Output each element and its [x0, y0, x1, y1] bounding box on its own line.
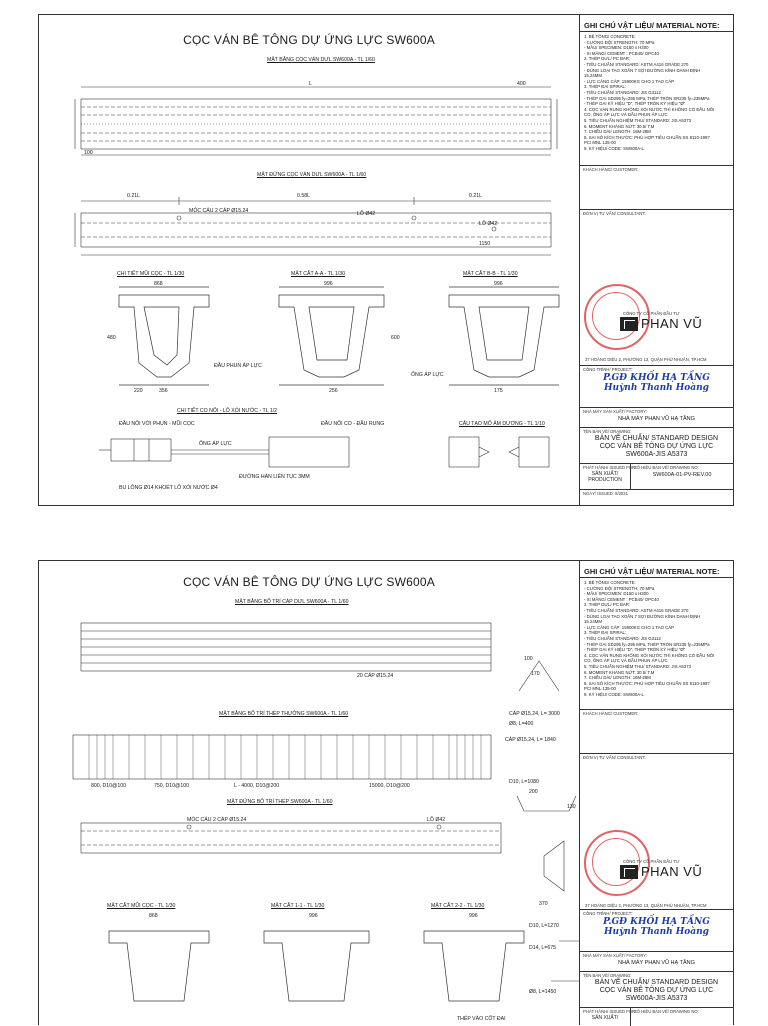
tip-section-2-shape	[109, 931, 209, 1001]
note-line: - LỰC CĂNG CÁP: 15900KG CHO 1 TAO CÁP	[584, 624, 674, 630]
logo-text: PHAN VŨ	[641, 864, 703, 879]
note-line: - MẪU/ SPECIMEN: D150 x H300	[584, 591, 649, 597]
company-address: 37 HOÀNG DIỆU 2, PHƯỜNG 13, QUẬN PHÚ NHUẬN, TP.HCM	[585, 357, 707, 362]
hole-label-3: LỖ Ø42	[427, 817, 446, 823]
material-note-header-2: GHI CHÚ VẬT LIỆU/ MATERIAL NOTE:	[580, 561, 733, 578]
strand-label: 20 CÁP Ø15.24	[357, 673, 394, 679]
note-line: 1. BÊ TÔNG/ CONCRETE:	[584, 580, 636, 585]
drawing-number-cell	[631, 1008, 733, 1026]
lifting-hook-label: MÓC CẨU 2 CÁP Ø15.24	[189, 208, 249, 214]
factory-label: NHÀ MÁY SẢN XUẤT/ FACTORY:	[583, 953, 647, 958]
drawing-number-label: SỐ HIỆU BẢN VẼ/ DRAWING NO:	[634, 465, 699, 470]
customer-label: KHÁCH HÀNG/ CUSTOMER:	[583, 711, 639, 716]
drawing-title-line-1: BẢN VẼ CHUẨN/ STANDARD DESIGN	[594, 435, 719, 442]
project-label: CÔNG TRÌNH/ PROJECT:	[583, 911, 633, 916]
stirrup-label-1: Ø8, L=400	[509, 721, 534, 727]
drawing-title-line-2: CỌC VÁN BÊ TÔNG DỰ ỨNG LỰC	[599, 443, 714, 450]
note-line: 9. KÝ HIỆU/ CODE: SW600A-L	[584, 691, 644, 697]
drawing-sheet-1	[38, 14, 734, 506]
dim-370: 370	[539, 901, 548, 907]
note-line: - THÉP GAI SD295 fy=295 MPa, THÉP TRÒN SR235 fy=235MPa	[584, 641, 710, 647]
drawing-title-line-1: BẢN VẼ CHUẨN/ STANDARD DESIGN	[594, 979, 719, 986]
jet-pipe-label: ỐNG ÁP LỰC	[411, 372, 444, 378]
note-line: 5. TIÊU CHUẨN NGHIỆM THU/ STANDARD: JIS A5373	[584, 117, 691, 123]
note-line: 8. SAI SỐ KÍCH THƯỚC: PHÙ HỢP TIÊU CHUẨN SS 8110-1997	[584, 680, 710, 686]
dim-1150: 1150	[479, 241, 491, 247]
material-note-header: GHI CHÚ VẬT LIỆU/ MATERIAL NOTE:	[580, 15, 733, 32]
note-line: - THÉP GAI SD295 fy=295 MPa, THÉP TRÒN SR235 fy=235MPa	[584, 95, 710, 101]
customer-box	[580, 165, 733, 210]
dim-100: 100	[84, 150, 93, 156]
dim-996-d: 996	[469, 913, 478, 919]
tip-section-label-2: MẶT CẮT MŨI CỌC - TL 1/30	[107, 903, 176, 909]
note-line: - TIÊU CHUẨN/ STANDARD: ASTM A416 GRADE 270	[584, 607, 689, 613]
note-line: 8. SAI SỐ KÍCH THƯỚC: PHÙ HỢP TIÊU CHUẨN SS 8110-1997	[584, 134, 710, 140]
dim-996: 996	[324, 281, 333, 287]
drawing-label: TÊN BẢN VẼ/ DRAWING:	[583, 429, 632, 434]
company-address: 37 HOÀNG DIỆU 2, PHƯỜNG 13, QUẬN PHÚ NHUẬN, TP.HCM	[585, 903, 707, 908]
info-panel-1	[580, 15, 733, 505]
signatory-name: Huỳnh Thanh Hoàng	[604, 927, 709, 937]
dim-100-b: 100	[524, 656, 533, 662]
rebar-d10b-label: D10, L=1270	[529, 923, 559, 929]
section-a-label: MẶT CẮT A-A - TL 1/30	[291, 271, 346, 277]
tip-detail-label: CHI TIẾT MŨI CỌC - TL 1/30	[117, 271, 185, 277]
project-box-2	[580, 909, 733, 952]
drawing-number-label: SỐ HIỆU BẢN VẼ/ DRAWING NO:	[634, 1009, 699, 1014]
note-line: 9. KÝ HIỆU/ CODE: SW600A-L	[584, 145, 644, 151]
note-line: 7. CHIỀU DÀI/ LENGTH: 16M-28M	[584, 675, 651, 681]
dim-175: 175	[494, 388, 503, 394]
customer-box-2	[580, 709, 733, 754]
dim-356: 356	[159, 388, 168, 394]
stirrup-spacing-4: 750, D10@100	[154, 783, 189, 789]
project-box	[580, 365, 733, 408]
note-line: 15.24MM	[584, 619, 602, 625]
note-line: - THÉP GAI KÝ HIỆU "D", THÉP TRÒN KÝ HIỆU "Ø"	[584, 101, 686, 107]
note-line: - DÙNG LOẠI TAO XOẮN 7 SỢI ĐƯỜNG KÍNH DANH ĐỊNH	[584, 67, 701, 73]
note-line: 4. CỌC VÁN RUNG KHÔNG XÓI NƯỚC THÌ KHÔNG CÓ ĐẦU NỐI	[584, 106, 715, 112]
sheet-title: CỌC VÁN BÊ TÔNG DỰ ỨNG LỰC SW600A	[183, 33, 435, 47]
note-line: - XI MĂNG/ CEMENT : PCB40/ OPC40	[584, 50, 659, 56]
date-box	[580, 489, 733, 506]
dim-130: 130	[567, 804, 576, 810]
drawing-area-2	[39, 561, 580, 1025]
logo-icon	[620, 865, 638, 879]
factory-label: NHÀ MÁY SẢN XUẤT/ FACTORY:	[583, 409, 647, 414]
signatory-title: P.GĐ KHỐI HẠ TẦNG	[603, 373, 710, 383]
note-line: - TIÊU CHUẨN/ STANDARD: JIS G3112	[584, 89, 661, 95]
dim-480: 480	[107, 335, 116, 341]
note-line: - MẪU/ SPECIMEN: D150 x H300	[584, 45, 649, 51]
stirrup-spacing-1: 800, D10@100	[91, 783, 126, 789]
issued-value-1: SẢN XUẤT/	[591, 471, 619, 477]
issued-for-cell	[580, 1008, 637, 1026]
hook-bar-shape	[544, 841, 564, 891]
note-line: 6. MOMENT KHÁNG NỨT: 30.5/ T.M	[584, 669, 655, 675]
stirrup-spacing-3: L - 4000, D10@200	[234, 783, 280, 789]
joint-head-label: ĐẦU NỐI CO - ĐẦU RUNG	[321, 421, 385, 427]
drawing-title-box-2	[580, 971, 733, 1008]
note-line: 3. THÉP ĐAI SPIRAL:	[584, 630, 627, 636]
cable-label-2: CÁP Ø15.24, L= 1840	[505, 737, 556, 743]
note-line: 4. CỌC VÁN RUNG KHÔNG XÓI NƯỚC THÌ KHÔNG CÓ ĐẦU NỐI	[584, 652, 715, 658]
hole-label-2: LỖ Ø42	[479, 221, 498, 227]
note-line: - LỰC CĂNG CÁP: 15900KG CHO 1 TAO CÁP	[584, 78, 674, 84]
note-line: - TIÊU CHUẨN/ STANDARD: ASTM A416 GRADE 270	[584, 61, 689, 67]
dim-996-b: 996	[494, 281, 503, 287]
elevation-view-label: MẶT ĐỨNG CỌC VÁN DƯL SW600A - TL 1/60	[257, 172, 367, 178]
drawing-label: TÊN BẢN VẼ/ DRAWING:	[583, 973, 632, 978]
section-b-label: MẶT CẮT B-B - TL 1/30	[463, 271, 518, 277]
dim-868: 868	[154, 281, 163, 287]
section-22-label: MẶT CẮT 2-2 - TL 1/30	[431, 903, 485, 909]
factory-box-2	[580, 951, 733, 972]
issued-label: PHÁT HÀNH/ ISSUED FOR:	[583, 1009, 637, 1014]
rebar-d8-label: Ø8, L=1450	[529, 989, 557, 995]
drawing-area-1	[39, 15, 580, 505]
customer-label: KHÁCH HÀNG/ CUSTOMER:	[583, 167, 639, 172]
note-line: 5. TIÊU CHUẨN NGHIỆM THU/ STANDARD: JIS A5373	[584, 663, 691, 669]
company-logo-2	[620, 864, 702, 879]
joint-tip-label: ĐẦU NỐI VỚI PHUN - MŨI CỌC	[119, 421, 195, 427]
lifting-hook-label-2: MÓC CẨU 2 CÁP Ø15.24	[187, 817, 247, 823]
company-logo	[620, 316, 702, 331]
note-line: - XI MĂNG/ CEMENT : PCB40/ OPC40	[584, 596, 659, 602]
rebar-d14-label: D14, L=675	[529, 945, 556, 951]
pile-drawing-1	[39, 15, 579, 505]
dim-021l-b: 0.21L	[469, 193, 482, 199]
note-line: CO, ỐNG ÁP LỰC VÀ ĐẦU PHUN ÁP LỰC	[584, 112, 668, 118]
dim-256: 256	[329, 388, 338, 394]
info-panel-2	[580, 561, 733, 1025]
note-line: 2. THÉP DƯL/ PC BAR:	[584, 602, 631, 608]
signatory-title: P.GĐ KHỐI HẠ TẦNG	[603, 917, 710, 927]
drawing-sheet-2	[38, 560, 734, 1025]
pressure-pipe-label: ỐNG ÁP LỰC	[199, 441, 232, 447]
note-line: - THÉP GAI KÝ HIỆU "D", THÉP TRÒN KÝ HIỆU "Ø"	[584, 647, 686, 653]
company-name: CÔNG TY CỔ PHẦN ĐẦU TƯ	[623, 311, 680, 316]
plan-view-label: MẶT BẰNG CỌC VÁN DƯL SW600A - TL 1/60	[267, 57, 375, 63]
company-name: CÔNG TY CỔ PHẦN ĐẦU TƯ	[623, 859, 680, 864]
section-22-shape	[424, 931, 524, 1001]
note-line: - CƯỜNG ĐỘ/ STRENGTH: 70 MPa	[584, 585, 655, 591]
hole-label-1: LỖ Ø42	[357, 211, 376, 217]
jet-nozzle-label: ĐẦU PHUN ÁP LỰC	[214, 363, 262, 369]
tip-bar-label: THÉP VÀO CỐT ĐAI	[457, 1016, 506, 1022]
cable-label-1: CÁP Ø15.24, L= 3000	[509, 711, 560, 717]
issued-label: PHÁT HÀNH/ ISSUED FOR:	[583, 465, 637, 470]
issued-value-2: PRODUCTION	[588, 477, 622, 483]
joint-detail-label: CHI TIẾT CO NỐI - LỖ XÓI NƯỚC - TL 1/2	[177, 408, 278, 414]
dim-200: 200	[529, 789, 538, 795]
note-line: CO, ỐNG ÁP LỰC VÀ ĐẦU PHUN ÁP LỰC	[584, 658, 668, 664]
dim-996-c: 996	[309, 913, 318, 919]
consultant-label: ĐƠN VỊ TƯ VẤN/ CONSULTANT:	[583, 755, 646, 760]
note-line: 1. BÊ TÔNG/ CONCRETE:	[584, 34, 636, 39]
logo-text: PHAN VŨ	[641, 316, 703, 331]
note-line: PCI MNL 135-00	[584, 140, 616, 146]
factory-box	[580, 407, 733, 428]
weld-label: ĐƯỜNG HÀN LIÊN TỤC 3MM	[239, 474, 310, 480]
bolt-label: BU LÔNG Ø14 KHOÉT LỖ XÓI NƯỚC Ø4	[119, 485, 218, 491]
factory-name: NHÀ MÁY PHAN VŨ HẠ TẦNG	[618, 416, 695, 422]
note-line: 3. THÉP ĐAI SPIRAL:	[584, 84, 627, 90]
drawing-title-box	[580, 427, 733, 464]
rebar-elevation-label: MẶT ĐỨNG BỐ TRÍ THÉP SW600A - TL 1/60	[227, 799, 333, 805]
issued-value-1: SẢN XUẤT/	[591, 1015, 619, 1021]
drawing-title-line-3: SW600A-JIS A5373	[625, 451, 688, 458]
cable-plan-label: MẶT BẰNG BỐ TRÍ CÁP DƯL SW600A - TL 1/60	[235, 599, 349, 605]
rebar-plan-label: MẶT BẰNG BỐ TRÍ THÉP THƯỜNG SW600A - TL 1/60	[219, 711, 349, 717]
drawing-title-line-3: SW600A-JIS A5373	[625, 995, 688, 1002]
section-11-label: MẶT CẮT 1-1 - TL 1/30	[271, 903, 325, 909]
consultant-box	[580, 209, 733, 366]
rebar-d10-label: D10, L=1080	[509, 779, 539, 785]
material-notes-2	[580, 578, 733, 699]
note-line: 2. THÉP DƯL/ PC BAR:	[584, 56, 631, 62]
consultant-box-2	[580, 753, 733, 910]
issue-box-2	[580, 1007, 733, 1026]
note-line: 6. MOMENT KHÁNG NỨT: 30.5/ T.M	[584, 123, 655, 129]
factory-name: NHÀ MÁY PHAN VŨ HẠ TẦNG	[618, 960, 695, 966]
drawing-title-line-2: CỌC VÁN BÊ TÔNG DỰ ỨNG LỰC	[599, 987, 714, 994]
note-line: 7. CHIỀU DÀI/ LENGTH: 16M-28M	[584, 129, 651, 135]
rebar-elevation-outline	[81, 823, 501, 853]
note-line: PCI MNL 135-00	[584, 686, 616, 692]
project-label: CÔNG TRÌNH/ PROJECT:	[583, 367, 633, 372]
joint-cap-label: CẤU TẠO MỐ ÂM DƯƠNG - TL 1/10	[459, 421, 545, 427]
pile-drawing-2	[39, 561, 579, 1025]
stirrup-spacing-2: 15000, D10@200	[369, 783, 410, 789]
dim-868-b: 868	[149, 913, 158, 919]
issue-date: NGÀY/ ISSUED: 8/2021	[583, 491, 628, 496]
dim-length: L	[309, 81, 312, 87]
logo-icon	[620, 317, 638, 331]
section-11-shape	[264, 931, 369, 1001]
material-notes	[580, 32, 733, 153]
note-line: - TIÊU CHUẨN/ STANDARD: JIS G3112	[584, 635, 661, 641]
rebar-plan-outline	[73, 735, 491, 779]
dim-170: 170	[531, 671, 540, 677]
sheet-title-2: CỌC VÁN BÊ TÔNG DỰ ỨNG LỰC SW600A	[183, 575, 435, 589]
dim-400: 400	[517, 81, 526, 87]
dim-600: 600	[391, 335, 400, 341]
dim-058l: 0.58L	[297, 193, 310, 199]
drawing-number: SW600A-01-PV-REV.00	[652, 472, 712, 478]
drawing-number-cell	[631, 464, 733, 490]
note-line: 15.24MM	[584, 73, 602, 79]
issue-box	[580, 463, 733, 490]
note-line: - CƯỜNG ĐỘ/ STRENGTH: 70 MPa	[584, 39, 655, 45]
dim-021l: 0.21L	[127, 193, 140, 199]
dim-220: 220	[134, 388, 143, 394]
note-line: - DÙNG LOẠI TAO XOẮN 7 SỢI ĐƯỜNG KÍNH DANH ĐỊNH	[584, 613, 701, 619]
signatory-name: Huỳnh Thanh Hoàng	[604, 383, 709, 393]
issued-for-cell	[580, 464, 637, 490]
consultant-label: ĐƠN VỊ TƯ VẤN/ CONSULTANT:	[583, 211, 646, 216]
